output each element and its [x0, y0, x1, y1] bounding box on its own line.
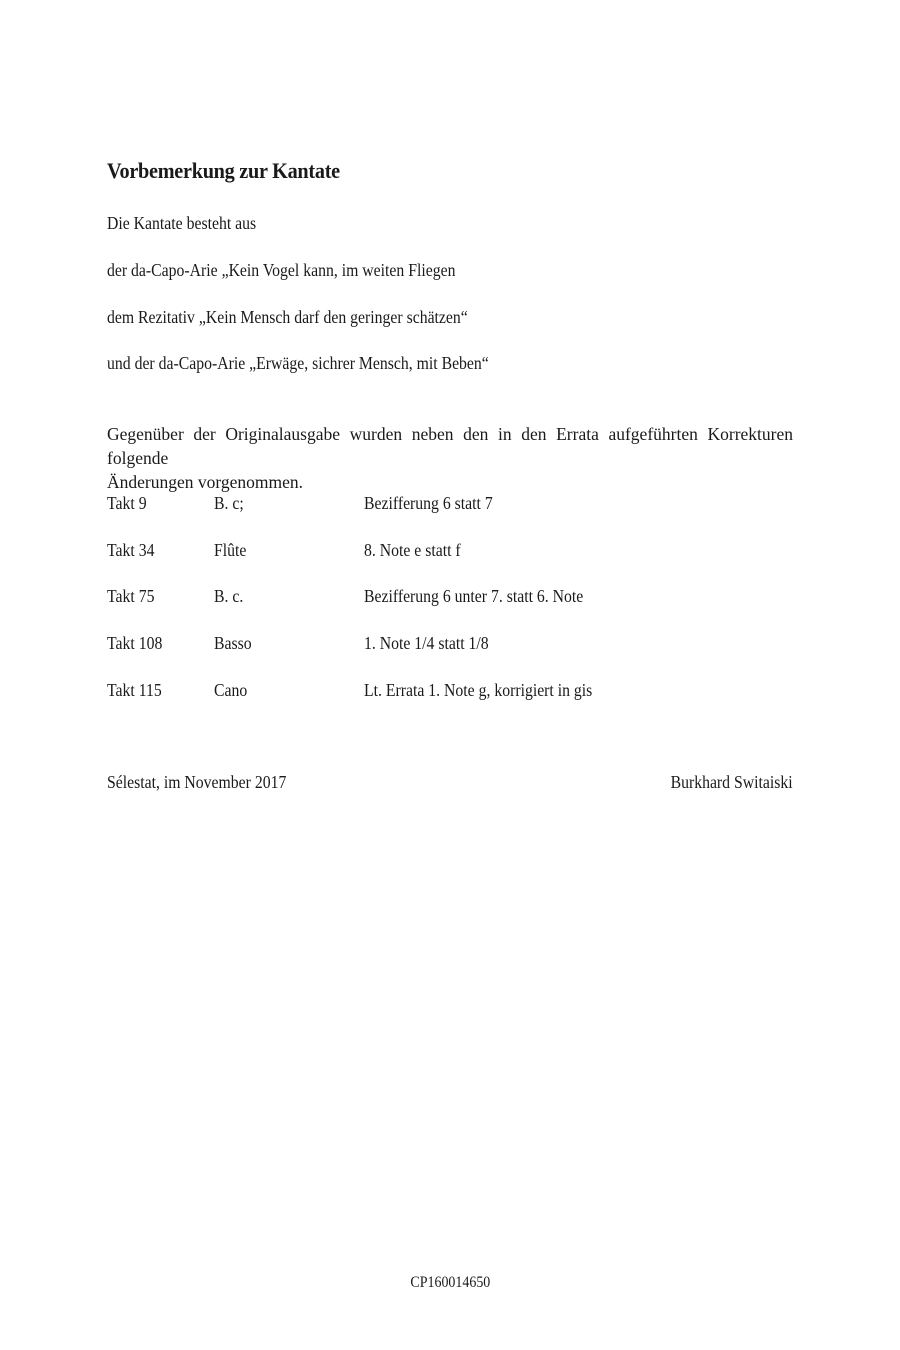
change-row: [107, 493, 807, 517]
footer-code: CP160014650: [410, 1274, 490, 1291]
change-row: [107, 680, 807, 704]
change-measure: Takt 75: [107, 586, 155, 606]
movement-item: der da-Capo-Arie „Kein Vogel kann, im weiten Fliegen: [107, 260, 456, 280]
change-description: Lt. Errata 1. Note g, korrigiert in gis: [364, 680, 593, 700]
change-row: [107, 540, 807, 564]
change-row: [107, 586, 807, 610]
change-measure: Takt 34: [107, 540, 155, 560]
change-measure: Takt 9: [107, 493, 147, 513]
change-description: Bezifferung 6 unter 7. statt 6. Note: [364, 586, 584, 606]
change-part: Cano: [214, 680, 248, 700]
change-description: Bezifferung 6 statt 7: [364, 493, 493, 513]
signoff-place-date: Sélestat, im November 2017: [107, 772, 287, 792]
change-description: 1. Note 1/4 statt 1/8: [364, 633, 489, 653]
change-part: Flûte: [214, 540, 247, 560]
change-part: B. c;: [214, 493, 244, 513]
intro-text: Die Kantate besteht aus: [107, 213, 257, 233]
changes-intro-line-1: Gegenüber der Originalausgabe wurden neben den in den Errata aufgeführten Korrekturen folgende: [107, 424, 793, 468]
page-title: Vorbemerkung zur Kantate: [107, 158, 340, 183]
footer: [0, 1274, 900, 1292]
change-part: B. c.: [214, 586, 244, 606]
change-measure: Takt 108: [107, 633, 163, 653]
changes-intro-paragraph: [107, 422, 793, 494]
change-row: [107, 633, 807, 657]
change-description: 8. Note e statt f: [364, 540, 461, 560]
change-measure: Takt 115: [107, 680, 162, 700]
changes-intro-line-2: Änderungen vorgenommen.: [107, 472, 304, 492]
signoff-author: Burkhard Switaiski: [670, 772, 793, 792]
movement-item: dem Rezitativ „Kein Mensch darf den geringer schätzen“: [107, 307, 468, 327]
movement-item: und der da-Capo-Arie „Erwäge, sichrer Mensch, mit Beben“: [107, 353, 489, 373]
change-part: Basso: [214, 633, 252, 653]
